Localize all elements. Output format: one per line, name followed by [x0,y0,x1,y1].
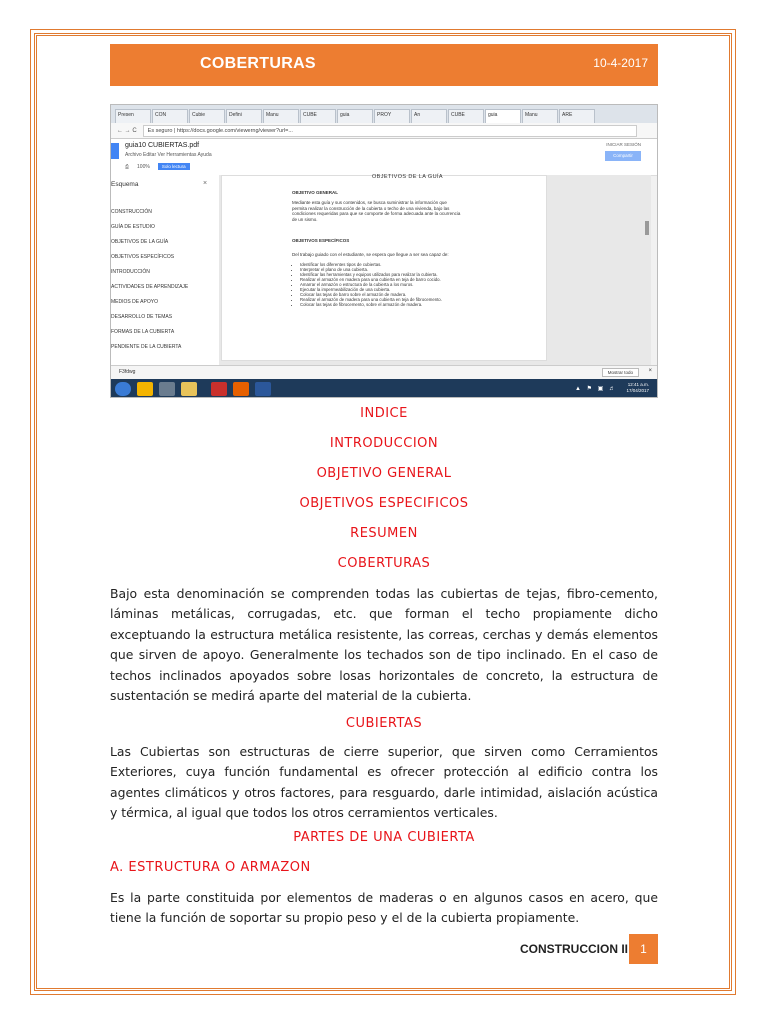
firefox-icon [233,382,249,396]
outline-item: INTRODUCCIÓN [111,269,150,275]
browser-tab: guia [337,109,373,123]
browser-tab: Manu [263,109,299,123]
outline-item: CONSTRUCCIÓN [111,209,152,215]
doc-specific-item: • Realizar el armazón de madera para una cubierta en teja de fibrocemento. [300,297,470,302]
outline-item: FORMAS DE LA CUBIERTA [111,329,175,335]
cubiertas-heading: CUBIERTAS [345,716,423,731]
outline-title: Esquema [111,181,139,188]
browser-tab: CUBE [448,109,484,123]
doc-specific-item: • Identificar las herramientas y equipos utilizados para realizar la cubierta. [300,272,470,277]
doc-specific-item: • Identificar los diferentes tipos de cubiertas. [300,262,470,267]
partes-heading: PARTES DE UNA CUBIERTA [293,830,475,845]
browser-tab: Manu [522,109,558,123]
close-icon: × [203,180,208,187]
toc-indice: INDICE [360,406,408,421]
outline-item: GUÍA DE ESTUDIO [111,224,155,230]
chrome-icon [137,382,153,396]
doc-specific-item: • Colocar las tejas de barro sobre el armazón de madera. [300,292,470,297]
docs-toolbar [125,163,190,170]
outline-item: OBJETIVOS DE LA GUÍA [111,239,169,245]
back-icon: ← → C [117,127,137,134]
docs-outline-panel [111,175,219,365]
coberturas-paragraph: Bajo esta denominación se comprenden todas las cubiertas de tejas, fibro-cemento, láminas metálicas, corrugadas, etc. que forman el techo propiamente dicho exceptuando la estructura metálica resistente, las correas, cerchas y demás elementos que sirven de apoyo. Generalmente los techados son de tipo inclinado. En el caso de techos inclinados apoyados sobre losas horizontales de concreto, la estructura de sustentación se medirá aparte del material de la cubierta. [110,586,658,704]
docs-page [221,175,547,361]
docs-page-area [219,175,651,365]
docs-header [111,139,657,176]
tray-icons: ▲ ⚑ ▣ ♬ [575,386,617,392]
print-icon: ⎙ [125,163,130,170]
docs-login: INICIAR SESIÓN [606,142,641,147]
browser-tab: Presen [115,109,151,123]
docs-mode: Solo lectura [158,163,190,170]
header-date: 10-4-2017 [593,56,648,70]
docs-share: Compartir [605,151,641,161]
browser-tabstrip [111,105,657,123]
toc-resumen: RESUMEN [350,526,418,541]
tray-clock [626,382,649,394]
browser-tab: guia [485,109,521,123]
tray-date: 17/04/2017 [626,388,649,393]
show-all-button: Mostrar todo [602,368,639,377]
outline-item: DESARROLLO DE TEMAS [111,314,173,320]
doc-specific-item: • Realizar el armazón en madera para una cubierta en teja de barro cocido. [300,277,470,282]
doc-specific-list [292,262,470,307]
doc-general-text: Mediante esta guía y sus contenidos, se busca suministrar la información que permita realizar la construcción de la cubierta o techo de una vivienda, bajo las condiciones requeridas para que se comporte de forma adecuada ante la ocurrencia de un sismo. [292,200,461,222]
browser-tab: ARE [559,109,595,123]
outline-item: MEDIOS DE APOYO [111,299,158,305]
url-field: Es seguro | https://docs.google.com/viewerng/viewer?url=... [143,125,637,137]
doc-specific-item: • Ejecutar la impermeabilización de una cubierta. [300,287,470,292]
doc-specific-intro: Del trabajo guiado con el estudiante, se espera que llegue a ser sea capaz de: [292,252,449,257]
browser-tab: CON [152,109,188,123]
zoom-level: 100% [137,163,150,170]
browser-tab: An [411,109,447,123]
word-icon [255,382,271,396]
header-bar [110,44,658,86]
folder-icon [181,382,197,396]
pdf-icon [211,382,227,396]
footer-label: CONSTRUCCION II [520,942,628,956]
cubiertas-paragraph: Las Cubiertas son estructuras de cierre superior, que sirven como Cerramientos Exteriores, cuya función fundamental es ofrecer protección al edificio contra los agentes climáticos y otros factores, para resguardo, darle intimidad, aislación acústica y térmica, al igual que todos los otros cerramientos verticales. [110,744,658,821]
outline-item: ACTIVIDADES DE APRENDIZAJE [111,284,189,290]
doc-general-heading: OBJETIVO GENERAL [292,190,339,195]
docs-icon [111,143,119,159]
tray-time: 12:41 a.m. [627,382,649,387]
browser-addressbar [111,123,657,139]
media-icon [159,382,175,396]
scrollbar-thumb [645,221,649,235]
outline-item: OBJETIVOS ESPECÍFICOS [111,254,175,260]
toc-coberturas: COBERTURAS [337,556,431,571]
outline-item: PENDIENTE DE LA CUBIERTA [111,344,182,350]
doc-page-title: OBJETIVOS DE LA GUÍA [372,174,443,180]
start-icon [115,382,131,396]
estructura-paragraph: Es la parte constituida por elementos de maderas o en algunos casos en acero, que tiene la función de soportar su propio peso y el de la cubierta propiamente. [110,890,658,926]
doc-specific-item: • Colocar las tejas de fibrocemento, sobre el armazón de madera. [300,302,470,307]
browser-tab: CUBE [300,109,336,123]
toc-objetivo-general: OBJETIVO GENERAL [316,466,452,481]
doc-specific-item: • Interpretar el plano de una cubierta. [300,267,470,272]
embedded-screenshot [110,104,658,398]
docs-menu: Archivo Editar Ver Herramientas Ayuda [125,152,212,158]
close-icon: × [648,368,652,374]
toc-objetivos-especificos: OBJETIVOS ESPECIFICOS [299,496,469,511]
download-item: F3fdwg [119,369,136,375]
header-title: COBERTURAS [200,55,316,72]
page-number: 1 [629,934,658,964]
browser-tab: Cubie [189,109,225,123]
download-bar [111,365,657,380]
docs-filename: guia10 CUBIERTAS.pdf [125,142,200,149]
estructura-heading: A. ESTRUCTURA O ARMAZON [110,860,311,875]
doc-specific-heading: OBJETIVOS ESPECÍFICOS [292,238,350,243]
windows-taskbar [111,379,657,398]
toc-introduccion: INTRODUCCION [329,436,439,451]
browser-tab: Defini [226,109,262,123]
browser-tab: PROY [374,109,410,123]
doc-specific-item: • Amarrar el armazón o estructura de la cubierta a los muros. [300,282,470,287]
